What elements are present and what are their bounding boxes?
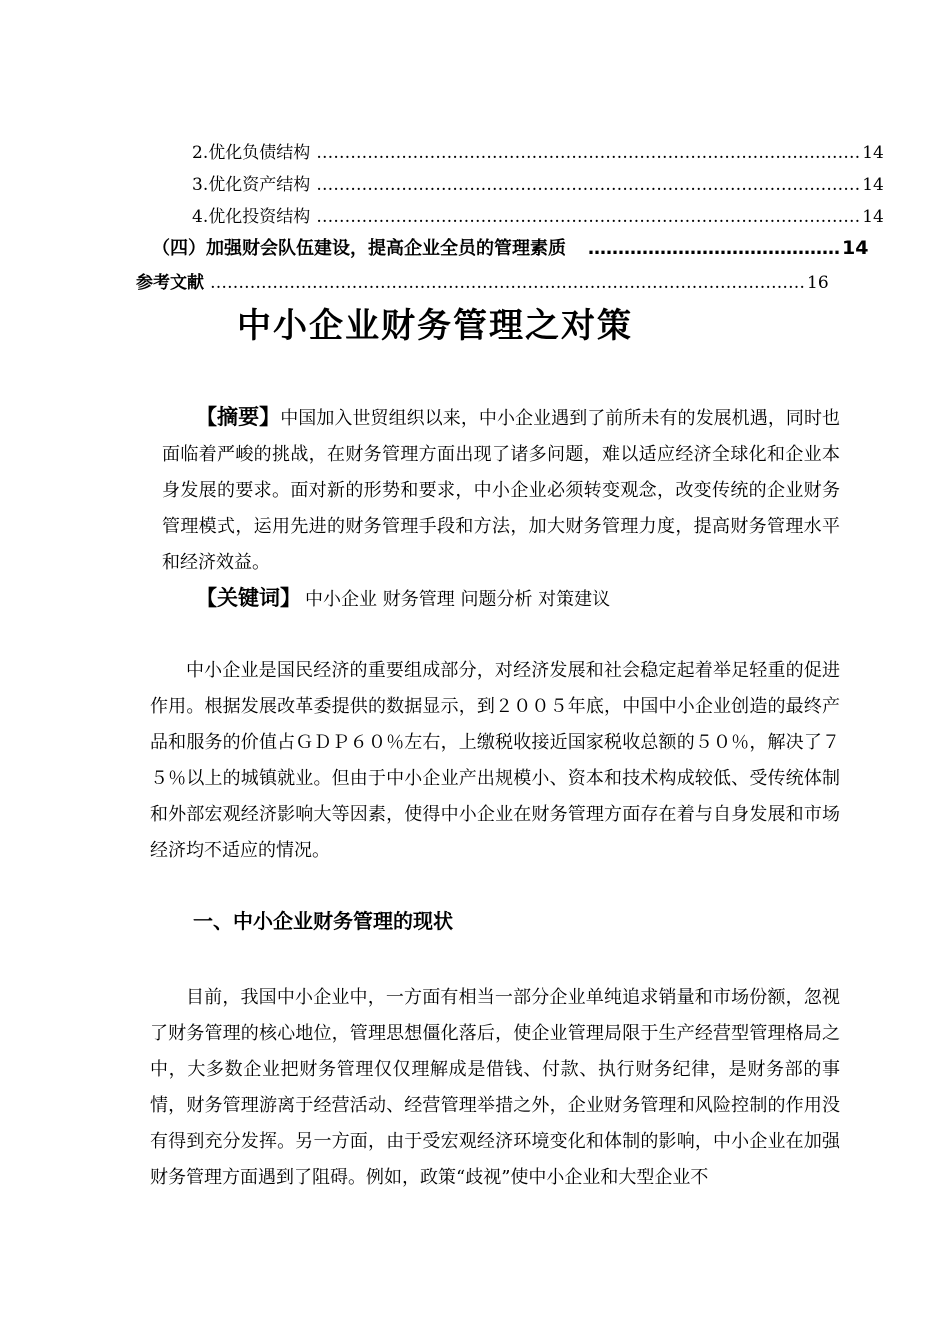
toc-item-label: 4.优化投资结构 [192,207,311,227]
toc-page-number: 14 [862,143,884,163]
toc-leader-dots: …………………………………………………………………………………………… [210,273,805,293]
toc-item-label: 参考文献 [136,273,204,293]
abstract-tag: 【摘要】 [196,405,281,429]
toc-item [136,268,829,293]
toc-page-number: 14 [862,175,884,195]
document-title: 中小企业财务管理之对策 [237,306,633,346]
section-heading: 一、中小企业财务管理的现状 [193,909,453,933]
toc-leader-dots: …………………………………………………………………………………… [316,143,861,163]
toc-leader-dots: …………………………………………………………………………………… [316,175,861,195]
toc-page-number: 14 [842,237,869,259]
toc-item-label: （四）加强财会队伍建设，提高企业全员的管理素质 [152,238,566,259]
toc-leader-dots: …………………………………………………………………………………… [316,207,861,227]
toc-item [152,234,869,260]
toc-item [192,138,884,163]
keywords-tag: 【关键词】 [196,586,301,610]
keywords-paragraph [196,580,836,618]
keywords-text: 中小企业 财务管理 问题分析 对策建议 [305,589,611,610]
toc-item-label: 3.优化资产结构 [192,175,311,195]
toc-leader-dots: …………………………………… [588,238,840,259]
toc-item-label: 2.优化负债结构 [192,143,311,163]
toc-page-number: 16 [807,273,829,293]
section-paragraph: 目前，我国中小企业中，一方面有相当一部分企业单纯追求销量和市场份额，忽视了财务管理的核心地位，管理思想僵化落后，使企业管理局限于生产经营型管理格局之中，大多数企业把财务管理仅仅理解成是借钱、付款、执行财务纪律，是财务部的事情，财务管理游离于经营活动、经营管理举措之外，企业财务管理和风险控制的作用没有得到充分发挥。另一方面，由于受宏观经济环境变化和体制的影响，中小企业在加强财务管理方面遇到了阻碍。例如，政策“歧视”使中小企业和大型企业不 [150,987,840,1188]
toc-item [192,202,884,227]
intro-paragraph: 中小企业是国民经济的重要组成部分，对经济发展和社会稳定起着举足轻重的促进作用。根据发展改革委提供的数据显示，到２００５年底，中国中小企业创造的最终产品和服务的价值占ＧＤＰ６０％左右，上缴税收接近国家税收总额的５０％，解决了７５％以上的城镇就业。但由于中小企业产出规模小、资本和技术构成较低、受传统体制和外部宏观经济影响大等因素，使得中小企业在财务管理方面存在着与自身发展和市场经济均不适应的情况。 [150,660,840,861]
toc-page-number: 14 [862,207,884,227]
toc-item [192,170,884,195]
abstract-paragraph [162,399,840,581]
abstract-text: 中国加入世贸组织以来，中小企业遇到了前所未有的发展机遇，同时也面临着严峻的挑战，在财务管理方面出现了诸多问题，难以适应经济全球化和企业本身发展的要求。面对新的形势和要求，中小企业必须转变观念，改变传统的企业财务管理模式，运用先进的财务管理手段和方法，加大财务管理力度，提高财务管理水平和经济效益。 [162,408,841,573]
